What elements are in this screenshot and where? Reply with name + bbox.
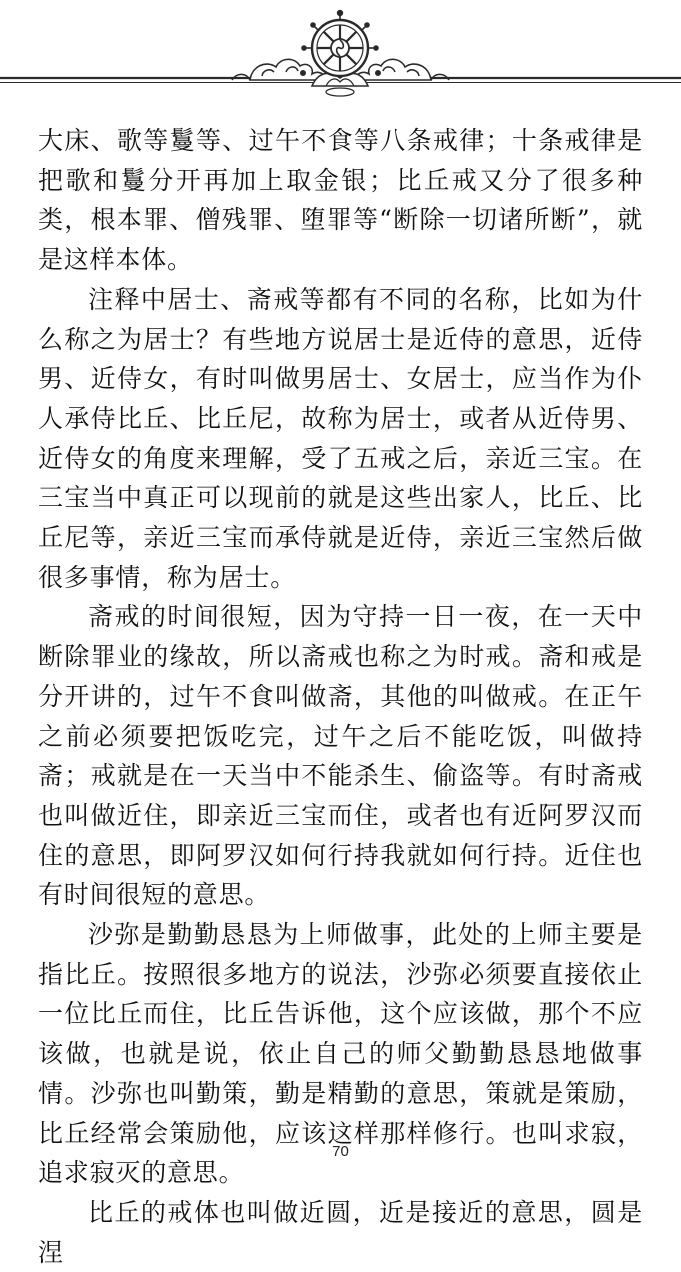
body-text xyxy=(38,121,643,1272)
paragraph-3: 斋戒的时间很短，因为守持一日一夜，在一天中断除罪业的缘故，所以斋戒也称之为时戒。斋和戒是分开讲的，过午不食叫做斋，其他的叫做戒。在正午之前必须要把饭吃完，过午之后不能吃饭，叫做持斋；戒就是在一天当中不能杀生、偷盗等。有时斋戒也叫做近住，即亲近三宝而住，或者也有近阿罗汉而住的意思，即阿罗汉如何行持我就如何行持。近住也有时间很短的意思。 xyxy=(38,602,643,910)
left-cloud-scroll-icon xyxy=(232,59,326,80)
paragraph-4: 沙弥是勤勤恳恳为上师做事，此处的上师主要是指比丘。按照很多地方的说法，沙弥必须要直接依止一位比丘而住，比丘告诉他，这个应该做，那个不应该做，也就是说，依止自己的师父勤勤恳恳地做事情。沙弥也叫勤策，勤是精勤的意思，策就是策励，比丘经常会策励他，应该这样那样修行。也叫求寂，追求寂灭的意思。 xyxy=(38,920,643,1188)
header-ornament xyxy=(0,0,681,115)
dharma-wheel-icon xyxy=(302,11,378,96)
page-number: 70 xyxy=(332,1143,349,1160)
right-cloud-scroll-icon xyxy=(355,59,449,80)
paragraph-1: 大床、歌等鬘等、过午不食等八条戒律；十条戒律是把歌和鬘分开再加上取金银；比丘戒又分了很多种类，根本罪、僧残罪、堕罪等“断除一切诸所断”，就是这样本体。 xyxy=(38,126,643,275)
paragraph-5: 比丘的戒体也叫做近圆，近是接近的意思，圆是涅 xyxy=(38,1197,643,1267)
paragraph-2: 注释中居士、斋戒等都有不同的名称，比如为什么称之为居士？有些地方说居士是近侍的意思，近侍男、近侍女，有时叫做男居士、女居士，应当作为仆人承侍比丘、比丘尼，故称为居士，或者从近侍男、近侍女的角度来理解，受了五戒之后，亲近三宝。在三宝当中真正可以现前的就是这些出家人，比丘、比丘尼等，亲近三宝而承侍就是近侍，亲近三宝然后做很多事情，称为居士。 xyxy=(38,284,643,592)
